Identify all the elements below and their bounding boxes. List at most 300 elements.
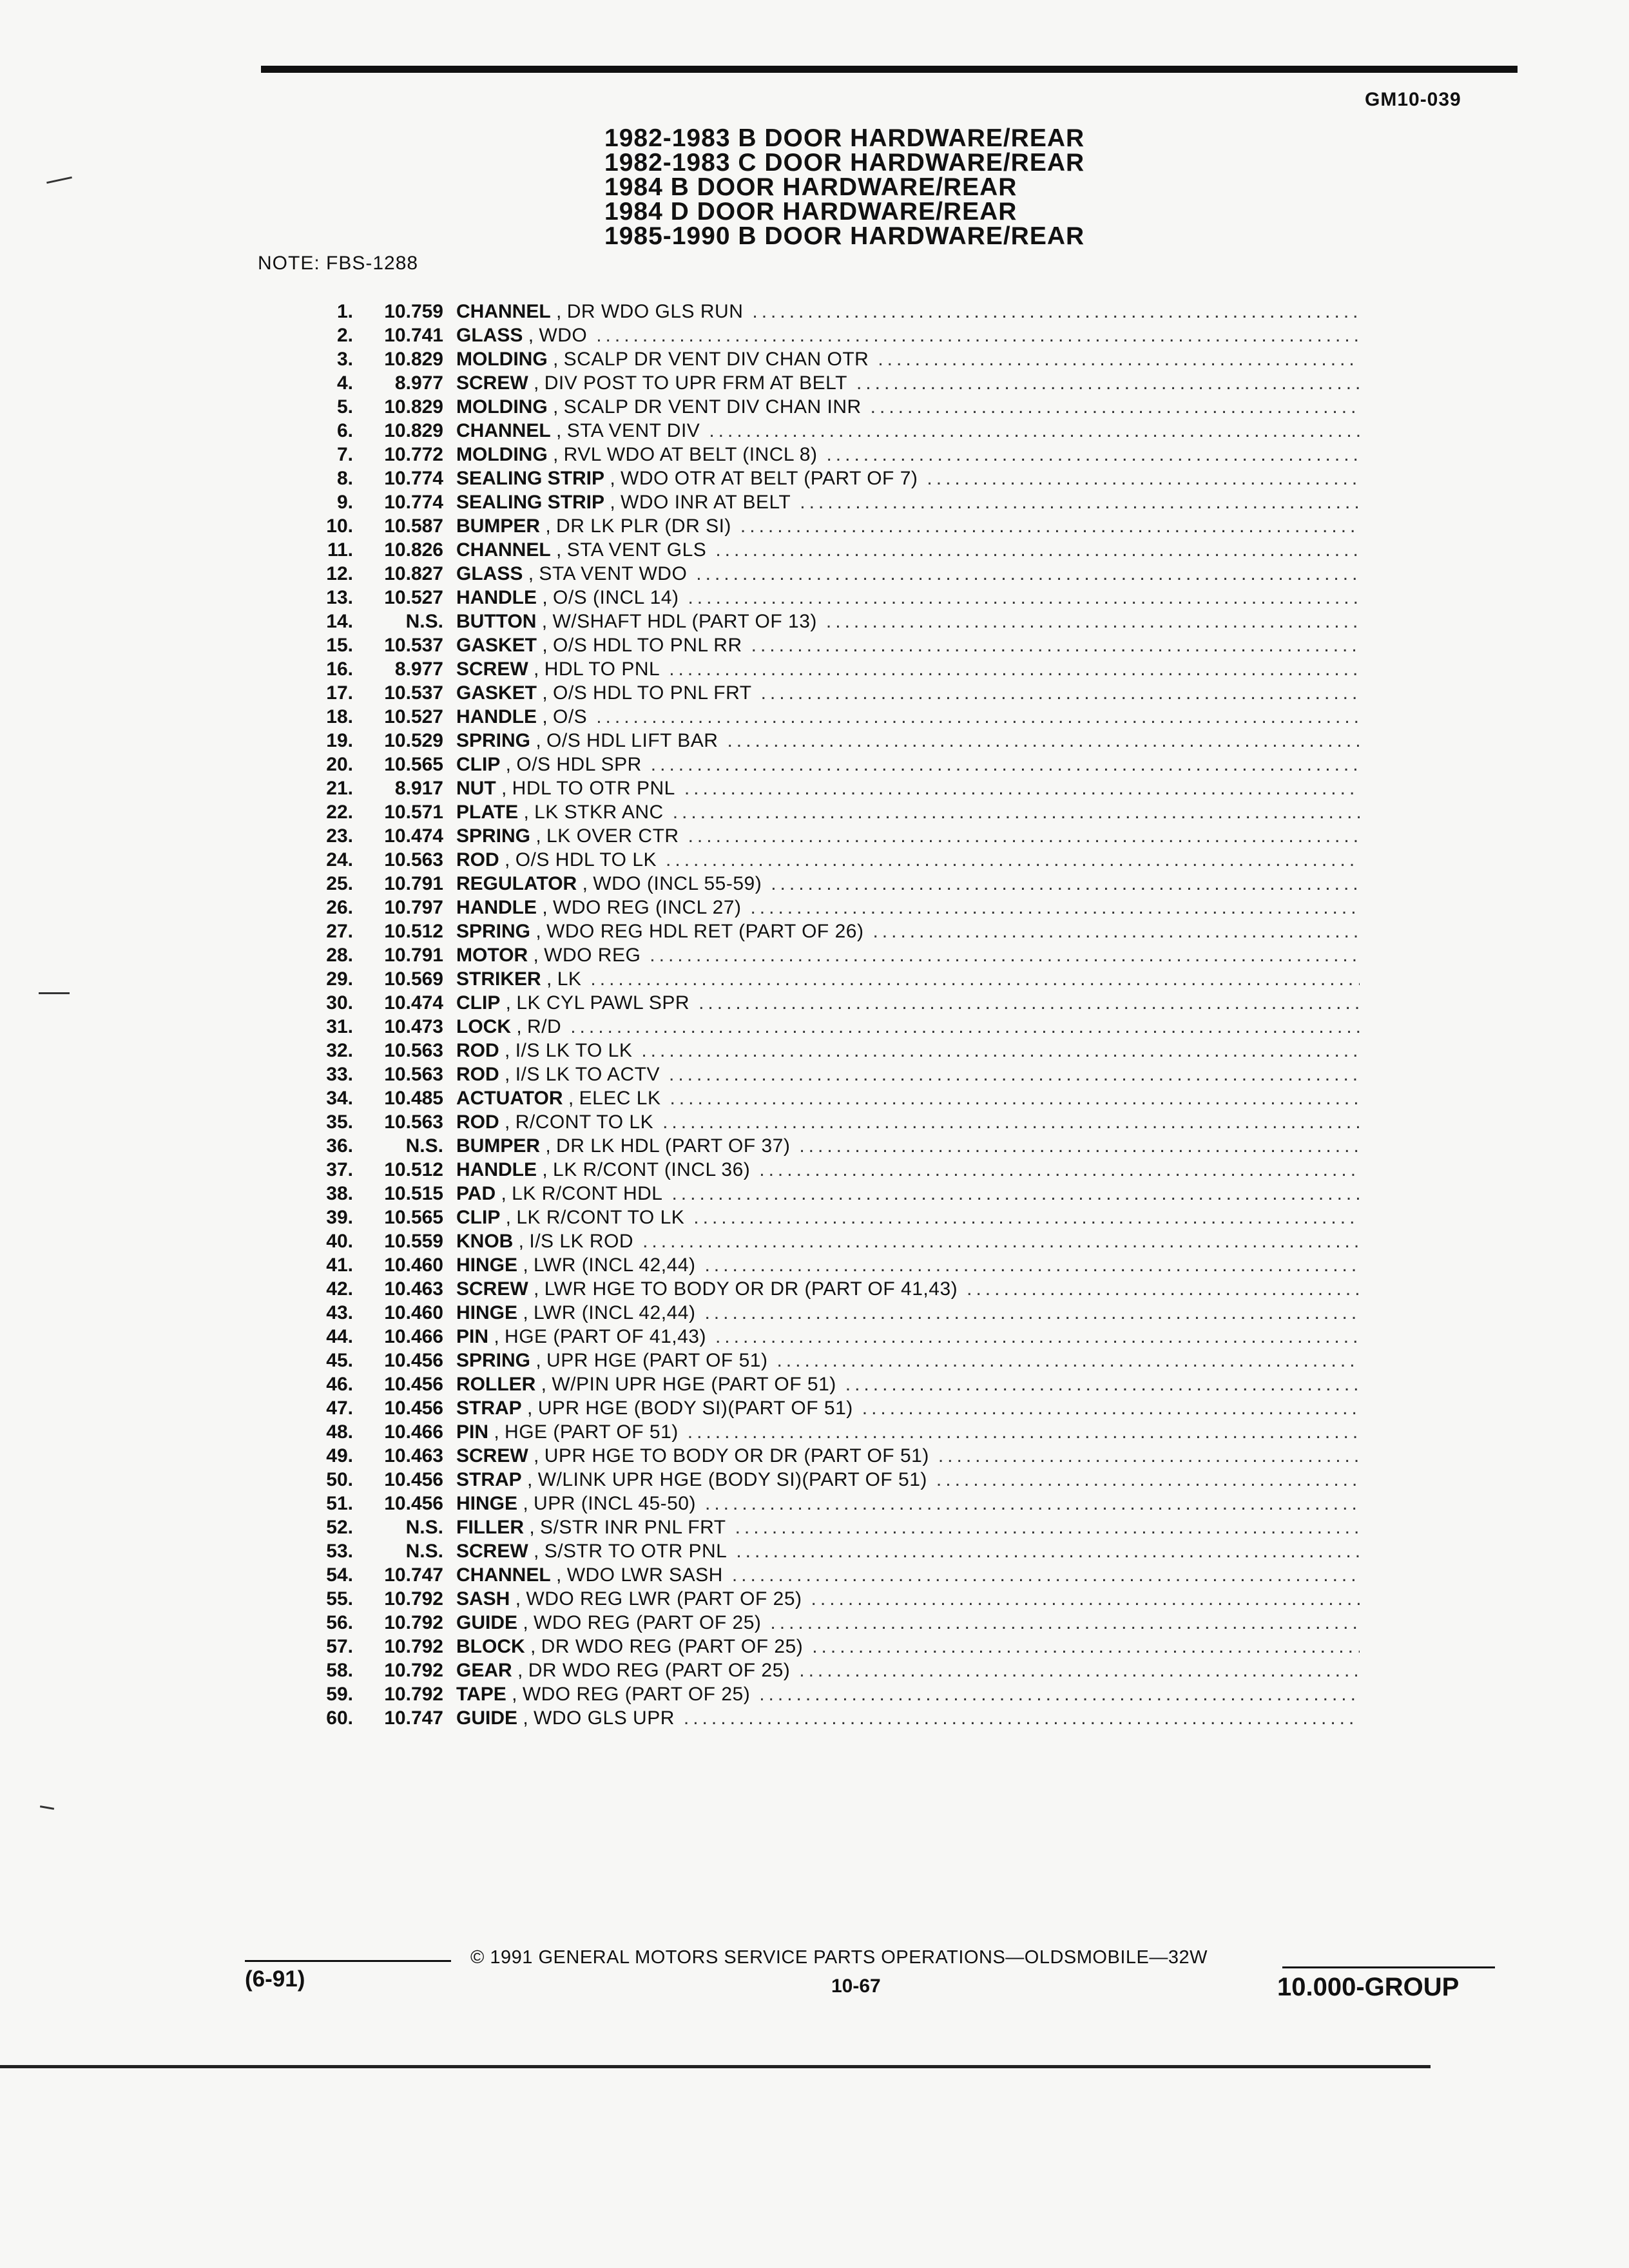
part-description: SCALP DR VENT DIV CHAN INR: [563, 396, 862, 418]
separator: ,: [547, 444, 564, 465]
part-row: [303, 1563, 1360, 1587]
catalog-reference: N.S.: [405, 1135, 443, 1157]
part-name: STRIKER: [456, 968, 541, 990]
part-name: SCREW: [456, 658, 528, 680]
dot-leader: [967, 1277, 1360, 1301]
part-row: [303, 1420, 1360, 1444]
part-description: O/S HDL TO PNL FRT: [553, 682, 752, 704]
separator: ,: [499, 849, 516, 870]
catalog-reference: 10.515: [384, 1183, 443, 1204]
title-line: 1982-1983 C DOOR HARDWARE/REAR: [604, 149, 1085, 177]
part-row: [303, 1444, 1360, 1468]
part-description: DR LK PLR (DR SI): [556, 515, 731, 537]
catalog-reference: 10.565: [384, 1207, 443, 1228]
part-row: [303, 1325, 1360, 1349]
item-number: 3.: [336, 349, 353, 370]
separator: ,: [513, 1231, 530, 1252]
part-description: UPR (INCL 45-50): [534, 1493, 696, 1514]
item-number: 13.: [326, 587, 353, 608]
group-label: 10.000-GROUP: [1277, 1973, 1460, 2001]
separator: ,: [512, 1660, 528, 1681]
part-name: HANDLE: [456, 897, 537, 918]
catalog-reference: 10.774: [384, 492, 443, 513]
catalog-reference: 8.917: [394, 778, 443, 799]
separator: ,: [524, 1517, 541, 1538]
separator: ,: [550, 420, 567, 441]
item-number: 57.: [326, 1636, 353, 1657]
catalog-reference: N.S.: [405, 611, 443, 632]
catalog-reference: N.S.: [405, 1541, 443, 1562]
part-description: STA VENT DIV: [566, 420, 700, 441]
item-number: 11.: [327, 539, 353, 561]
separator: ,: [535, 1374, 552, 1395]
part-row: [303, 586, 1360, 610]
part-row: [303, 657, 1360, 681]
separator: ,: [517, 1707, 534, 1729]
separator: ,: [530, 921, 547, 942]
part-row: [303, 776, 1360, 800]
dot-leader: [704, 1301, 1360, 1325]
part-description: LWR (INCL 42,44): [534, 1254, 696, 1276]
separator: ,: [577, 873, 593, 894]
separator: ,: [540, 1135, 557, 1157]
catalog-reference: 10.791: [384, 945, 443, 966]
part-row: [303, 1158, 1360, 1182]
separator: ,: [523, 325, 539, 346]
part-name: GUIDE: [456, 1707, 518, 1729]
separator: ,: [537, 897, 554, 918]
dot-leader: [936, 1468, 1360, 1492]
item-number: 30.: [326, 992, 353, 1014]
dot-leader: [709, 419, 1360, 443]
part-name: GUIDE: [456, 1612, 518, 1633]
item-number: 36.: [326, 1135, 353, 1157]
item-number: 48.: [326, 1421, 353, 1443]
separator: ,: [528, 1541, 545, 1562]
dot-leader: [596, 705, 1360, 729]
part-row: [303, 919, 1360, 943]
dot-leader: [693, 1206, 1360, 1229]
part-row: [303, 1229, 1360, 1253]
dot-leader: [715, 1325, 1360, 1349]
dot-leader: [751, 633, 1360, 657]
title-line: 1982-1983 B DOOR HARDWARE/REAR: [604, 124, 1085, 152]
dot-leader: [862, 1396, 1360, 1420]
part-description: S/STR INR PNL FRT: [540, 1517, 726, 1538]
catalog-reference: 8.977: [394, 658, 443, 680]
dot-leader: [732, 1563, 1360, 1587]
part-name: SPRING: [456, 825, 531, 847]
part-description: STA VENT GLS: [566, 539, 707, 561]
catalog-reference: 10.463: [384, 1445, 443, 1466]
catalog-reference: 10.473: [384, 1016, 443, 1037]
item-number: 37.: [326, 1159, 353, 1180]
part-name: HINGE: [456, 1493, 518, 1514]
dot-leader: [878, 347, 1360, 371]
part-row: [303, 443, 1360, 466]
catalog-reference: 10.829: [384, 396, 443, 418]
item-number: 51.: [326, 1493, 353, 1514]
separator: ,: [488, 1421, 505, 1443]
item-number: 26.: [326, 897, 353, 918]
item-number: 9.: [336, 492, 353, 513]
part-row: [303, 1635, 1360, 1658]
part-description: W/PIN UPR HGE (PART OF 51): [552, 1374, 836, 1395]
separator: ,: [528, 1445, 545, 1466]
item-number: 25.: [326, 873, 353, 894]
part-name: SEALING STRIP: [456, 468, 605, 489]
part-name: HANDLE: [456, 1159, 537, 1180]
part-row: [303, 1301, 1360, 1325]
part-row: [303, 800, 1360, 824]
part-description: WDO REG: [544, 945, 641, 966]
catalog-reference: 10.826: [384, 539, 443, 561]
part-row: [303, 681, 1360, 705]
catalog-reference: 10.512: [384, 921, 443, 942]
item-number: 16.: [326, 658, 353, 680]
margin-mark: [39, 992, 70, 994]
separator: ,: [528, 658, 545, 680]
catalog-reference: 10.456: [384, 1493, 443, 1514]
catalog-reference: N.S.: [405, 1517, 443, 1538]
dot-leader: [651, 753, 1360, 776]
separator: ,: [517, 1612, 534, 1633]
part-row: [303, 1468, 1360, 1492]
part-description: O/S HDL LIFT BAR: [546, 730, 718, 751]
part-name: HINGE: [456, 1254, 518, 1276]
part-description: HDL TO PNL: [544, 658, 660, 680]
dot-leader: [666, 848, 1360, 872]
part-row: [303, 1396, 1360, 1420]
catalog-reference: 10.759: [384, 301, 443, 322]
catalog-reference: 10.792: [384, 1588, 443, 1610]
part-name: BUMPER: [456, 1135, 541, 1157]
part-name: CLIP: [456, 1207, 501, 1228]
part-row: [303, 1062, 1360, 1086]
catalog-reference: 10.466: [384, 1421, 443, 1443]
item-number: 20.: [326, 754, 353, 775]
catalog-reference: 10.456: [384, 1469, 443, 1490]
dot-leader: [590, 967, 1360, 991]
part-row: [303, 300, 1360, 323]
item-number: 24.: [326, 849, 353, 870]
item-number: 46.: [326, 1374, 353, 1395]
part-description: UPR HGE (BODY SI)(PART OF 51): [537, 1398, 853, 1419]
item-number: 33.: [326, 1064, 353, 1085]
catalog-reference: 10.827: [384, 563, 443, 584]
part-description: ELEC LK: [579, 1088, 661, 1109]
separator: ,: [537, 1159, 554, 1180]
separator: ,: [488, 1326, 505, 1347]
catalog-reference: 10.512: [384, 1159, 443, 1180]
part-description: HDL TO OTR PNL: [512, 778, 675, 799]
catalog-reference: 10.456: [384, 1374, 443, 1395]
item-number: 38.: [326, 1183, 353, 1204]
part-name: PIN: [456, 1421, 489, 1443]
item-number: 32.: [326, 1040, 353, 1061]
part-name: SPRING: [456, 921, 531, 942]
part-description: LK STKR ANC: [534, 802, 664, 823]
dot-leader: [596, 323, 1360, 347]
part-description: WDO INR AT BELT: [621, 492, 791, 513]
item-number: 10.: [326, 515, 353, 537]
separator: ,: [537, 682, 554, 704]
footer-right-rule: [1282, 1966, 1495, 1968]
catalog-reference: 10.741: [384, 325, 443, 346]
dot-leader: [671, 1182, 1360, 1206]
note: NOTE: FBS-1288: [258, 253, 419, 274]
part-row: [303, 1587, 1360, 1611]
catalog-reference: 10.774: [384, 468, 443, 489]
part-name: HANDLE: [456, 587, 537, 608]
separator: ,: [521, 1469, 538, 1490]
catalog-reference: 10.527: [384, 587, 443, 608]
dot-leader: [688, 824, 1360, 848]
part-description: HGE (PART OF 41,43): [505, 1326, 706, 1347]
parts-list: [303, 300, 1360, 1730]
margin-mark: [40, 1805, 54, 1810]
dot-leader: [662, 1110, 1360, 1134]
part-name: FILLER: [456, 1517, 524, 1538]
catalog-reference: 10.792: [384, 1612, 443, 1633]
separator: ,: [547, 349, 564, 370]
separator: ,: [540, 515, 557, 537]
part-description: LK CYL PAWL SPR: [516, 992, 690, 1014]
part-name: LOCK: [456, 1016, 511, 1037]
dot-leader: [826, 610, 1360, 633]
part-name: REGULATOR: [456, 873, 577, 894]
part-name: CHANNEL: [456, 420, 551, 441]
part-name: SPRING: [456, 1350, 531, 1371]
dot-leader: [642, 1229, 1360, 1253]
part-row: [303, 395, 1360, 419]
part-name: ROD: [456, 1040, 499, 1061]
dot-leader: [770, 1611, 1360, 1635]
item-number: 53.: [326, 1541, 353, 1562]
part-description: WDO REG (PART OF 25): [534, 1612, 762, 1633]
part-name: SPRING: [456, 730, 531, 751]
separator: ,: [563, 1088, 579, 1109]
part-description: O/S: [553, 706, 588, 727]
part-name: ROLLER: [456, 1374, 536, 1395]
separator: ,: [496, 1183, 512, 1204]
part-row: [303, 967, 1360, 991]
item-number: 29.: [326, 968, 353, 990]
separator: ,: [530, 730, 547, 751]
separator: ,: [523, 563, 539, 584]
part-name: CHANNEL: [456, 301, 551, 322]
copyright-notice: © 1991 GENERAL MOTORS SERVICE PARTS OPERATIONS—OLDSMOBILE—32W: [470, 1947, 1208, 1968]
item-number: 17.: [326, 682, 353, 704]
part-description: I/S LK ROD: [529, 1231, 634, 1252]
dot-leader: [669, 657, 1360, 681]
dot-leader: [736, 1539, 1360, 1563]
part-row: [303, 323, 1360, 347]
item-number: 56.: [326, 1612, 353, 1633]
dot-leader: [696, 562, 1360, 586]
separator: ,: [521, 1398, 538, 1419]
dot-leader: [759, 1158, 1360, 1182]
part-description: WDO REG (PART OF 25): [522, 1684, 751, 1705]
dot-leader: [684, 776, 1360, 800]
part-row: [303, 1110, 1360, 1134]
page-number: 10-67: [831, 1975, 881, 1997]
separator: ,: [541, 968, 557, 990]
catalog-reference: 10.527: [384, 706, 443, 727]
part-name: BUMPER: [456, 515, 541, 537]
dot-leader: [684, 1706, 1360, 1730]
dot-leader: [799, 1134, 1360, 1158]
dot-leader: [776, 1349, 1360, 1372]
separator: ,: [550, 1564, 567, 1586]
part-row: [303, 538, 1360, 562]
item-number: 41.: [326, 1254, 353, 1276]
separator: ,: [518, 802, 535, 823]
separator: ,: [528, 1278, 545, 1300]
part-name: HINGE: [456, 1302, 518, 1323]
part-row: [303, 633, 1360, 657]
margin-mark: [46, 177, 72, 184]
item-number: 4.: [336, 372, 353, 394]
item-number: 34.: [326, 1088, 353, 1109]
part-row: [303, 848, 1360, 872]
item-number: 59.: [326, 1684, 353, 1705]
separator: ,: [537, 635, 554, 656]
part-name: CLIP: [456, 992, 501, 1014]
separator: ,: [500, 1207, 517, 1228]
part-description: R/D: [527, 1016, 562, 1037]
dot-leader: [811, 1587, 1360, 1611]
part-description: WDO GLS UPR: [534, 1707, 675, 1729]
catalog-reference: 10.456: [384, 1398, 443, 1419]
separator: ,: [528, 372, 545, 394]
separator: ,: [510, 1588, 526, 1610]
separator: ,: [517, 1254, 534, 1276]
dot-leader: [800, 490, 1360, 514]
part-row: [303, 371, 1360, 395]
part-description: LK R/CONT TO LK: [516, 1207, 685, 1228]
dot-leader: [650, 943, 1360, 967]
separator: ,: [550, 301, 567, 322]
part-description: DR LK HDL (PART OF 37): [556, 1135, 791, 1157]
part-name: MOLDING: [456, 349, 548, 370]
part-row: [303, 1539, 1360, 1563]
item-number: 58.: [326, 1660, 353, 1681]
revision-date: (6-91): [245, 1966, 305, 1992]
part-row: [303, 466, 1360, 490]
title-line: 1985-1990 B DOOR HARDWARE/REAR: [604, 222, 1085, 250]
dot-leader: [799, 1658, 1360, 1682]
dot-leader: [705, 1492, 1360, 1515]
part-name: ROD: [456, 1111, 499, 1133]
part-name: PLATE: [456, 802, 519, 823]
part-name: SEALING STRIP: [456, 492, 605, 513]
part-row: [303, 824, 1360, 848]
dot-leader: [641, 1039, 1360, 1062]
catalog-reference: 10.463: [384, 1278, 443, 1300]
part-name: SCREW: [456, 1445, 528, 1466]
part-description: I/S LK TO ACTV: [515, 1064, 660, 1085]
dot-leader: [871, 395, 1360, 419]
part-name: BLOCK: [456, 1636, 525, 1657]
part-description: O/S (INCL 14): [553, 587, 679, 608]
part-description: WDO REG HDL RET (PART OF 26): [546, 921, 864, 942]
separator: ,: [500, 754, 517, 775]
item-number: 60.: [326, 1707, 353, 1729]
part-name: MOLDING: [456, 396, 548, 418]
part-row: [303, 1611, 1360, 1635]
separator: ,: [530, 825, 547, 847]
part-row: [303, 1706, 1360, 1730]
catalog-reference: 10.460: [384, 1254, 443, 1276]
separator: ,: [496, 778, 512, 799]
catalog-reference: 10.563: [384, 1064, 443, 1085]
separator: ,: [537, 587, 554, 608]
item-number: 31.: [326, 1016, 353, 1037]
item-number: 15.: [326, 635, 353, 656]
catalog-reference: 10.474: [384, 825, 443, 847]
part-description: S/STR TO OTR PNL: [544, 1541, 728, 1562]
part-description: WDO (INCL 55-59): [593, 873, 762, 894]
dot-leader: [688, 1420, 1360, 1444]
dot-leader: [845, 1372, 1360, 1396]
part-name: TAPE: [456, 1684, 506, 1705]
part-name: NUT: [456, 778, 496, 799]
item-number: 2.: [336, 325, 353, 346]
part-name: CHANNEL: [456, 1564, 551, 1586]
part-description: WDO REG LWR (PART OF 25): [526, 1588, 802, 1610]
part-name: SCREW: [456, 1541, 528, 1562]
separator: ,: [499, 1064, 516, 1085]
dot-leader: [699, 991, 1360, 1015]
part-row: [303, 943, 1360, 967]
part-row: [303, 562, 1360, 586]
dot-leader: [856, 371, 1360, 395]
part-row: [303, 1277, 1360, 1301]
part-description: O/S HDL TO PNL RR: [553, 635, 742, 656]
separator: ,: [525, 1636, 541, 1657]
separator: ,: [547, 396, 564, 418]
item-number: 35.: [326, 1111, 353, 1133]
page-code: GM10-039: [1365, 89, 1461, 110]
part-row: [303, 1182, 1360, 1206]
dot-leader: [938, 1444, 1360, 1468]
part-row: [303, 1372, 1360, 1396]
catalog-reference: 10.747: [384, 1707, 443, 1729]
catalog-reference: 10.569: [384, 968, 443, 990]
part-description: LK OVER CTR: [546, 825, 679, 847]
item-number: 45.: [326, 1350, 353, 1371]
dot-leader: [669, 1062, 1360, 1086]
item-number: 28.: [326, 945, 353, 966]
part-description: WDO OTR AT BELT (PART OF 7): [621, 468, 918, 489]
dot-leader: [872, 919, 1360, 943]
part-name: HANDLE: [456, 706, 537, 727]
part-description: I/S LK TO LK: [515, 1040, 633, 1061]
part-name: MOLDING: [456, 444, 548, 465]
separator: ,: [604, 468, 621, 489]
dot-leader: [673, 800, 1360, 824]
part-name: MOTOR: [456, 945, 528, 966]
part-description: DIV POST TO UPR FRM AT BELT: [544, 372, 847, 394]
part-name: PAD: [456, 1183, 496, 1204]
item-number: 50.: [326, 1469, 353, 1490]
top-rule: [261, 66, 1518, 73]
item-number: 54.: [326, 1564, 353, 1586]
part-row: [303, 1492, 1360, 1515]
item-number: 47.: [326, 1398, 353, 1419]
part-row: [303, 490, 1360, 514]
